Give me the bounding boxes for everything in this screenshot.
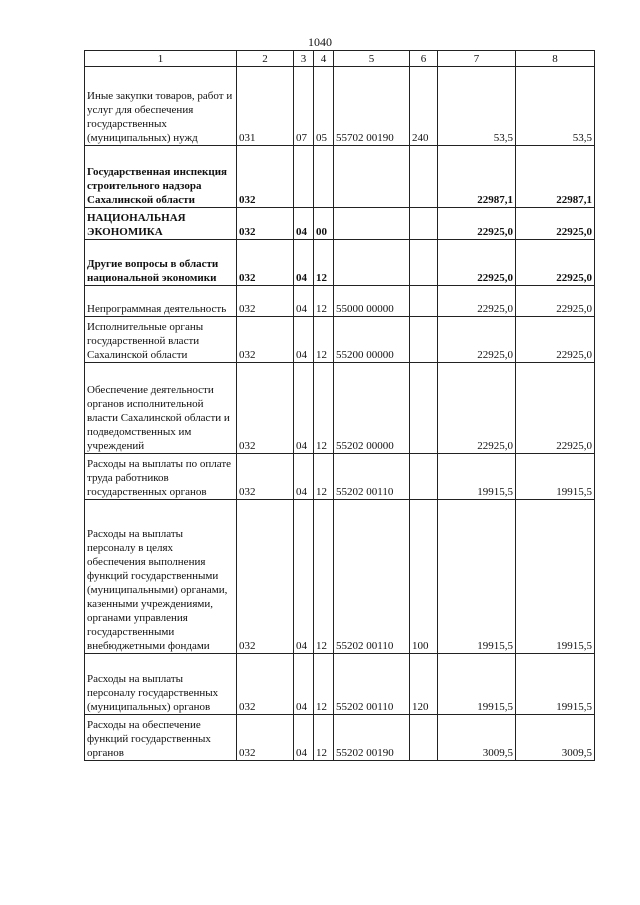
cell-item-name: НАЦИОНАЛЬНАЯ ЭКОНОМИКА	[85, 208, 237, 240]
cell-item-name: Непрограммная деятельность	[85, 286, 237, 317]
table-row	[85, 240, 595, 286]
cell-amount-1: 53,5	[438, 67, 516, 146]
cell-subsection-code: 12	[314, 654, 334, 715]
cell-subsection-code	[314, 146, 334, 208]
cell-subsection-code: 12	[314, 317, 334, 363]
cell-amount-1: 22987,1	[438, 146, 516, 208]
cell-amount-1: 22925,0	[438, 317, 516, 363]
cell-department-code: 032	[237, 363, 294, 454]
cell-target-article: 55702 00190	[334, 67, 410, 146]
cell-amount-2: 19915,5	[516, 654, 595, 715]
page-number: 1040	[308, 35, 332, 49]
cell-department-code: 032	[237, 454, 294, 500]
cell-section-code: 07	[294, 67, 314, 146]
column-header: 7	[438, 51, 516, 67]
cell-target-article: 55202 00190	[334, 715, 410, 761]
table-header-row	[85, 51, 595, 67]
cell-amount-1: 19915,5	[438, 654, 516, 715]
cell-department-code: 032	[237, 715, 294, 761]
cell-target-article: 55202 00110	[334, 500, 410, 654]
cell-item-name: Расходы на выплаты персоналу государственных (муниципальных) органов	[85, 654, 237, 715]
cell-section-code	[294, 146, 314, 208]
cell-subsection-code: 12	[314, 240, 334, 286]
cell-expense-type: 120	[410, 654, 438, 715]
cell-amount-2: 3009,5	[516, 715, 595, 761]
cell-expense-type	[410, 363, 438, 454]
cell-expense-type: 240	[410, 67, 438, 146]
column-header: 3	[294, 51, 314, 67]
cell-section-code: 04	[294, 654, 314, 715]
cell-item-name: Обеспечение деятельности органов исполнительной власти Сахалинской области и подведомственных им учреждений	[85, 363, 237, 454]
table-row	[85, 454, 595, 500]
cell-target-article: 55202 00110	[334, 454, 410, 500]
table-row	[85, 317, 595, 363]
cell-subsection-code: 12	[314, 363, 334, 454]
cell-amount-2: 19915,5	[516, 454, 595, 500]
cell-section-code: 04	[294, 208, 314, 240]
cell-department-code: 032	[237, 208, 294, 240]
cell-section-code: 04	[294, 286, 314, 317]
cell-amount-1: 22925,0	[438, 286, 516, 317]
cell-target-article: 55202 00000	[334, 363, 410, 454]
cell-item-name: Расходы на выплаты персоналу в целях обеспечения выполнения функций государственными (муниципальными) органами, казенными учреждениями, органами управления государственными внебюджетными фондами	[85, 500, 237, 654]
cell-section-code: 04	[294, 240, 314, 286]
cell-amount-2: 19915,5	[516, 500, 595, 654]
cell-section-code: 04	[294, 454, 314, 500]
cell-target-article	[334, 208, 410, 240]
table-row	[85, 500, 595, 654]
cell-department-code: 032	[237, 500, 294, 654]
cell-amount-1: 22925,0	[438, 363, 516, 454]
table-row	[85, 363, 595, 454]
cell-department-code: 032	[237, 286, 294, 317]
table-row	[85, 715, 595, 761]
table-row	[85, 286, 595, 317]
cell-amount-2: 53,5	[516, 67, 595, 146]
column-header: 4	[314, 51, 334, 67]
table-row	[85, 654, 595, 715]
cell-department-code: 031	[237, 67, 294, 146]
cell-subsection-code: 00	[314, 208, 334, 240]
cell-item-name: Государственная инспекция строительного надзора Сахалинской области	[85, 146, 237, 208]
cell-expense-type	[410, 286, 438, 317]
cell-target-article	[334, 240, 410, 286]
cell-item-name: Иные закупки товаров, работ и услуг для обеспечения государственных (муниципальных) нужд	[85, 67, 237, 146]
table-row	[85, 67, 595, 146]
cell-expense-type: 100	[410, 500, 438, 654]
cell-expense-type	[410, 715, 438, 761]
cell-item-name: Расходы на выплаты по оплате труда работников государственных органов	[85, 454, 237, 500]
cell-section-code: 04	[294, 317, 314, 363]
cell-amount-1: 3009,5	[438, 715, 516, 761]
cell-department-code: 032	[237, 654, 294, 715]
column-header: 1	[85, 51, 237, 67]
column-header: 2	[237, 51, 294, 67]
cell-amount-2: 22925,0	[516, 240, 595, 286]
cell-expense-type	[410, 240, 438, 286]
cell-expense-type	[410, 146, 438, 208]
cell-subsection-code: 12	[314, 500, 334, 654]
column-header: 8	[516, 51, 595, 67]
cell-target-article: 55200 00000	[334, 317, 410, 363]
cell-target-article: 55000 00000	[334, 286, 410, 317]
cell-item-name: Расходы на обеспечение функций государственных органов	[85, 715, 237, 761]
cell-department-code: 032	[237, 146, 294, 208]
table-row	[85, 208, 595, 240]
cell-amount-1: 19915,5	[438, 500, 516, 654]
cell-subsection-code: 12	[314, 715, 334, 761]
budget-table	[84, 50, 595, 761]
cell-expense-type	[410, 454, 438, 500]
cell-department-code: 032	[237, 240, 294, 286]
cell-amount-1: 22925,0	[438, 208, 516, 240]
cell-section-code: 04	[294, 715, 314, 761]
cell-department-code: 032	[237, 317, 294, 363]
column-header: 5	[334, 51, 410, 67]
cell-amount-2: 22925,0	[516, 317, 595, 363]
cell-subsection-code: 12	[314, 286, 334, 317]
cell-amount-2: 22925,0	[516, 363, 595, 454]
cell-item-name: Другие вопросы в области национальной экономики	[85, 240, 237, 286]
table-row	[85, 146, 595, 208]
cell-amount-1: 19915,5	[438, 454, 516, 500]
column-header: 6	[410, 51, 438, 67]
cell-expense-type	[410, 208, 438, 240]
cell-subsection-code: 12	[314, 454, 334, 500]
cell-section-code: 04	[294, 363, 314, 454]
cell-amount-1: 22925,0	[438, 240, 516, 286]
cell-target-article: 55202 00110	[334, 654, 410, 715]
cell-target-article	[334, 146, 410, 208]
cell-item-name: Исполнительные органы государственной власти Сахалинской области	[85, 317, 237, 363]
cell-section-code: 04	[294, 500, 314, 654]
cell-amount-2: 22987,1	[516, 146, 595, 208]
cell-amount-2: 22925,0	[516, 286, 595, 317]
cell-amount-2: 22925,0	[516, 208, 595, 240]
cell-subsection-code: 05	[314, 67, 334, 146]
cell-expense-type	[410, 317, 438, 363]
